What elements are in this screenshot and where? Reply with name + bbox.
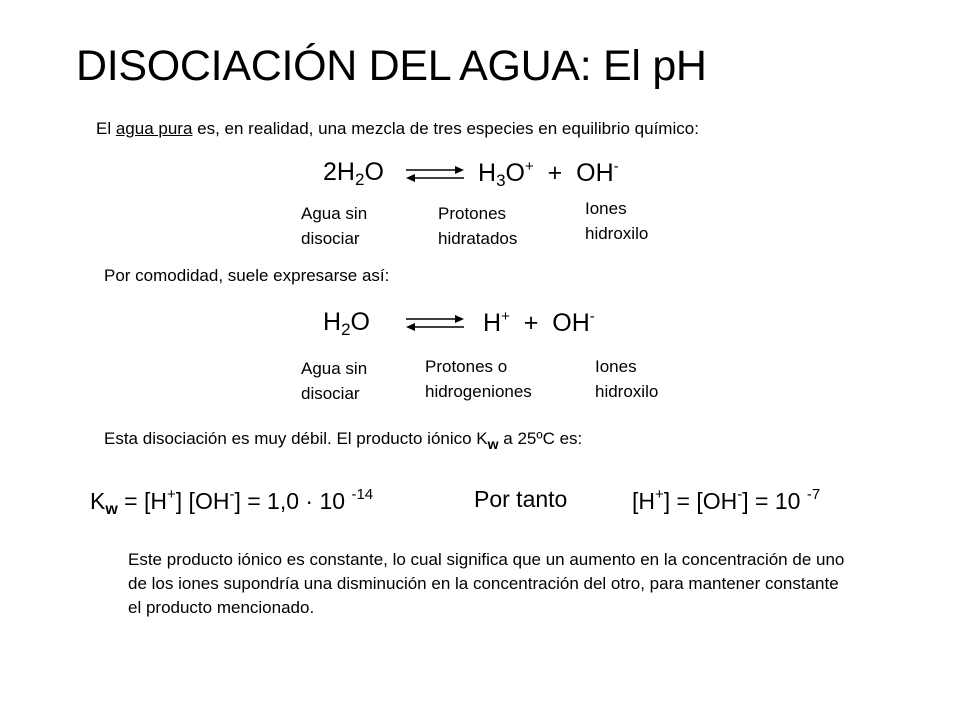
- eq1-label-protones: [438, 201, 517, 251]
- kw-k: K: [90, 488, 106, 514]
- eq1-label-protones-line2: hidratados: [438, 229, 518, 248]
- eq2-reactant-tail: O: [350, 308, 370, 336]
- eq1-plus: +: [547, 159, 563, 187]
- intro-underlined: agua pura: [115, 119, 193, 138]
- eq2-label-protones-line1: Protones o: [425, 357, 508, 376]
- kw-result-part1: [H: [632, 488, 655, 514]
- eq2-reactant-sub: 2: [341, 320, 351, 339]
- comodidad-text: Por comodidad, suele expresarse así:: [104, 266, 390, 285]
- kw-result-exponent: -7: [806, 486, 821, 503]
- eq2-label-agua-line2: disociar: [301, 384, 360, 403]
- kw-result-part2: ] = [OH: [663, 488, 738, 514]
- eq1-label-agua-line1: Agua sin: [301, 204, 368, 223]
- eq1-label-protones-line1: Protones: [438, 204, 507, 223]
- eq2-label-agua-line1: Agua sin: [301, 359, 368, 378]
- debil-main: Esta disociación es muy débil. El producto iónico K: [104, 429, 488, 448]
- kw-result-sup-minus: -: [737, 486, 743, 503]
- eq2-label-protones: [425, 354, 532, 404]
- eq1-reactant-sub: 2: [354, 170, 365, 189]
- debil-text: [104, 429, 582, 452]
- kw-exponent: -14: [351, 486, 374, 503]
- eq1-p1-base: H: [478, 159, 497, 187]
- eq1-label-iones-line2: hidroxilo: [585, 224, 649, 243]
- eq1-reactant: [323, 158, 384, 190]
- kw-result: [632, 486, 820, 515]
- explanation-paragraph: Este producto iónico es constante, lo cual significa que un aumento en la concentración de uno de los iones supondría una disminución en la concentración del otro, para mantener constante el producto mencionado.: [128, 550, 845, 617]
- eq2-label-agua: [301, 356, 367, 406]
- kw-part3: ] = 1,0 · 10: [234, 488, 352, 514]
- kw-expression: [90, 486, 373, 519]
- por-tanto: Por tanto: [474, 486, 568, 512]
- eq2-p1-base: H: [483, 309, 502, 337]
- eq2-label-iones-line1: Iones: [595, 357, 637, 376]
- eq1-p1-tail: O: [505, 159, 525, 187]
- intro-text: [96, 119, 699, 139]
- eq2-reactant: [323, 308, 370, 340]
- intro-before: El: [96, 119, 116, 138]
- eq1-p1-sub: 3: [496, 171, 506, 190]
- kw-k-sub: w: [105, 501, 118, 518]
- debil-sub: w: [487, 436, 499, 452]
- eq2-equilibrium-arrow-icon: [404, 311, 466, 335]
- intro-after: es, en realidad, una mezcla de tres especies en equilibrio químico:: [192, 119, 699, 138]
- eq1-p2-sup: -: [613, 158, 619, 175]
- eq1-equilibrium-arrow-icon: [404, 162, 466, 186]
- eq1-label-agua: [301, 201, 367, 251]
- eq1-label-iones-line1: Iones: [585, 199, 627, 218]
- kw-part1: = [H: [117, 488, 168, 514]
- kw-part2: ] [OH: [175, 488, 230, 514]
- eq2-p2-sup: -: [589, 308, 595, 325]
- eq1-products: [478, 158, 619, 191]
- eq2-plus: +: [523, 309, 539, 337]
- page-title: DISOCIACIÓN DEL AGUA: El pH: [76, 42, 707, 90]
- eq2-reactant-base: H: [323, 308, 342, 336]
- eq1-reactant-tail: O: [364, 158, 384, 186]
- kw-result-part3: ] = 10: [742, 488, 807, 514]
- eq2-p2-base: OH: [552, 309, 590, 337]
- debil-tail: a 25ºC es:: [498, 429, 583, 448]
- eq2-label-protones-line2: hidrogeniones: [425, 382, 532, 401]
- eq2-label-iones-line2: hidroxilo: [595, 382, 659, 401]
- eq2-label-iones: [595, 354, 658, 404]
- kw-sup-minus: -: [229, 486, 235, 503]
- eq1-p2-base: OH: [576, 159, 614, 187]
- eq1-p1-sup: +: [524, 158, 534, 175]
- eq2-products: [483, 308, 595, 338]
- eq2-p1-sup: +: [501, 308, 510, 325]
- eq1-label-iones: [585, 196, 648, 246]
- kw-result-sup-plus: +: [655, 486, 664, 503]
- kw-sup-plus: +: [167, 486, 176, 503]
- eq1-label-agua-line2: disociar: [301, 229, 360, 248]
- eq1-reactant-base: 2H: [323, 158, 355, 186]
